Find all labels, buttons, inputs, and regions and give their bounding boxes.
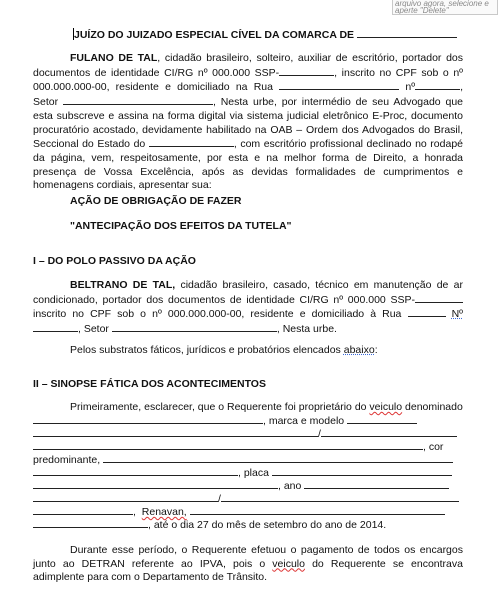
facts-text-2: denominado (405, 401, 463, 413)
facts-line-1 (70, 401, 465, 413)
defendant-text-3a: , Setor (78, 323, 109, 336)
evidence-text-2: abaixo (343, 344, 375, 356)
blank-field[interactable] (112, 322, 277, 332)
defendant-text-3b: , Nesta urbe. (276, 323, 337, 336)
renavan-label: Renavan, (141, 506, 187, 518)
blank-field[interactable] (347, 414, 417, 424)
plate-label: , placa (238, 467, 269, 479)
blank-field[interactable] (33, 427, 318, 437)
blank-field[interactable] (321, 427, 457, 437)
date-text: , até o dia 27 do mês de setembro do ano de 2014. (148, 519, 387, 531)
blank-field[interactable] (279, 80, 399, 90)
intro-text-3c: , Nesta urbe, por intermédio de seu Advogado que esta subscreve e assina na forma digital via sistema judicial eletrônico E-Proc, documento procuratório acostado, devidamente habilitado na OAB – Ordem dos Advogados do Brasil, Seccional do Estado do (33, 96, 463, 151)
blank-field[interactable] (272, 466, 452, 476)
facts-line-2 (33, 414, 463, 426)
blank-field[interactable] (33, 466, 238, 476)
blank-field[interactable] (149, 137, 234, 147)
blank-field[interactable] (33, 518, 148, 528)
vehicle-word-2: veiculo (272, 557, 305, 570)
facts-text-1: Primeiramente, esclarecer, que o Requerente foi proprietário do (70, 401, 367, 413)
action-subtitle: "ANTECIPAÇÃO DOS EFEITOS DA TUTELA" (70, 220, 292, 232)
evidence-text-1: Pelos substratos fáticos, jurídicos e probatórios elencados (70, 344, 341, 356)
tooltip (392, 0, 498, 15)
evidence-text-3: : (374, 344, 378, 356)
blank-field[interactable] (408, 307, 446, 317)
evidence-paragraph (70, 344, 500, 358)
tooltip-line-2: aperte "Delete" (395, 6, 449, 15)
defendant-name: BELTRANO DE TAL, (70, 279, 176, 291)
court-header-text: JUÍZO DO JUIZADO ESPECIAL CÍVEL DA COMARCA DE (74, 29, 355, 41)
facts-line-10 (33, 518, 463, 530)
blank-field[interactable] (415, 293, 463, 303)
slash-1: / (318, 428, 321, 440)
blank-field[interactable] (221, 492, 459, 502)
blank-field[interactable] (190, 505, 445, 515)
blank-field[interactable] (103, 453, 453, 463)
defendant-text-1: cidadão brasileiro, casado, técnico em manutenção de ar condicionado, portador dos documentos de identidade CI/RG nº 000.000 SSP- (33, 279, 463, 306)
ipva-text-2: do Requerente se encontrava adimplente para com o Departamento de Trânsito. (33, 557, 463, 584)
intro-text-3b: , Setor (33, 81, 463, 109)
blank-field[interactable] (33, 414, 263, 424)
facts-line-4 (33, 440, 463, 452)
intro-text-3a: nº (405, 81, 416, 94)
slash-2: / (218, 493, 221, 505)
defendant-paragraph (33, 279, 463, 337)
action-title: AÇÃO DE OBRIGAÇÃO DE FAZER (70, 195, 242, 207)
section-2-heading: II – SINOPSE FÁTICA DOS ACONTECIMENTOS (33, 378, 266, 390)
year-label: , ano (278, 480, 302, 492)
facts-line-9: , Renavan, (33, 505, 463, 517)
blank-field[interactable] (357, 28, 457, 38)
blank-field[interactable] (33, 440, 423, 450)
blank-field[interactable] (33, 479, 278, 489)
brand-label: , marca e modelo (263, 415, 345, 427)
blank-field[interactable] (279, 66, 334, 76)
vehicle-word: veiculo (369, 401, 403, 413)
facts-line-6 (33, 466, 463, 478)
tooltip-line-1: arquivo agora, selecione e (395, 0, 489, 8)
intro-paragraph (33, 52, 463, 193)
number-label: Nº (451, 308, 464, 321)
court-header (74, 28, 494, 43)
facts-line-8 (33, 492, 463, 504)
defendant-text-2: inscrito no CPF sob o nº 000.000.000-00, residente e domiciliado à Rua (33, 308, 402, 321)
predominant-label: predominante, (33, 454, 101, 466)
blank-field[interactable] (415, 80, 460, 90)
ipva-paragraph (33, 544, 463, 585)
intro-text-2: , inscrito no CPF sob o nº 000.000.000-00, residente e domiciliado na Rua (33, 66, 463, 94)
plaintiff-name: FULANO DE TAL (70, 52, 158, 64)
blank-field[interactable] (304, 479, 449, 489)
facts-line-3 (33, 427, 463, 439)
blank-field[interactable] (33, 322, 78, 332)
color-label: , cor (423, 441, 444, 453)
blank-field[interactable] (63, 95, 213, 105)
facts-line-5 (33, 453, 463, 465)
blank-field[interactable] (33, 505, 133, 515)
section-1-heading: I – DO POLO PASSIVO DA AÇÃO (33, 255, 196, 267)
intro-text-1: , cidadão brasileiro, solteiro, auxiliar de escritório, portador dos documentos de identidade CI/RG nº 000.000 SSP- (33, 52, 464, 79)
facts-line-7 (33, 479, 463, 491)
intro-text-3d: , com escritório profissional declinado no rodapé da página, vem, respeitosamente, por esta e na melhor forma de Direito, a honrada presença de Vossa Excelência, após as devidas formalidades de cumprimentos e homenagens cordiais, apresentar sua: (33, 138, 464, 192)
ipva-text-1: Durante esse período, o Requerente efetuou o pagamento de todos os encargos junto ao DETRAN referente ao IPVA, pois o (33, 544, 463, 570)
blank-field[interactable] (33, 492, 218, 502)
